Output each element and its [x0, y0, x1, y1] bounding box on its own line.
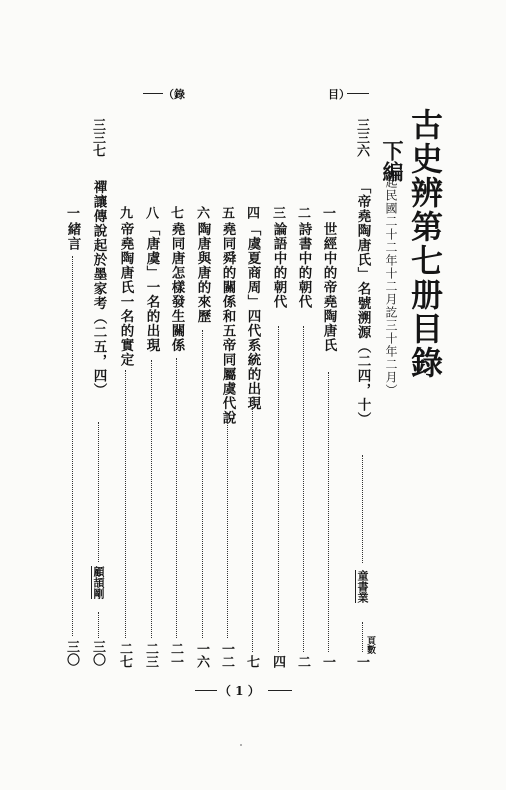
dot-leader [252, 400, 253, 652]
entry-page: 三〇 [64, 640, 79, 666]
paper-speck [240, 744, 242, 746]
entry-page: 一 [320, 655, 335, 668]
header-left-rule [143, 93, 163, 94]
part-date-range: （起民國二十二年十二月訖三十年二月） [384, 163, 398, 397]
entry-number: 九 [117, 206, 132, 219]
dot-leader [303, 326, 304, 652]
entry-title: 帝堯陶唐氏一名的實定 [117, 222, 134, 367]
header-left-char: （錄 [163, 88, 185, 101]
entry-number: 三三七 [90, 118, 105, 157]
entry-title: 緒言 [64, 222, 81, 251]
entry-title: 禪讓傳說起於墨家考（二五，四） [90, 180, 107, 398]
entry-page: 三〇 [90, 640, 105, 666]
page-column-label: 頁數 [365, 636, 375, 654]
entry-title: 堯同唐怎樣發生關係 [168, 222, 185, 353]
entry-page: 二 [295, 655, 310, 668]
footer-right-rule [268, 690, 292, 691]
entry-number: 八 [143, 206, 158, 219]
entry-title: 世經中的帝堯陶唐氏 [320, 222, 337, 353]
entry-title: 「唐虞」一名的出現 [143, 222, 160, 353]
entry-page: 二七 [117, 642, 132, 668]
toc-title: 古史辨第七册目錄 [406, 108, 444, 380]
entry-number: 一 [64, 206, 79, 219]
entry-page: 七 [244, 655, 259, 668]
entry-title: 「帝堯陶唐氏」名號溯源（二四，十） [354, 180, 371, 427]
entry-page: 一二 [219, 642, 234, 668]
entry-number: 三三六 [354, 118, 369, 157]
entry-number: 七 [168, 206, 183, 219]
dot-leader [72, 256, 73, 636]
entry-page: 四 [270, 655, 285, 668]
entry-number: 五 [219, 206, 234, 219]
entry-page: 一 [354, 655, 369, 668]
entry-page: 二一 [168, 642, 183, 668]
entry-title: 堯同舜的關係和五帝同屬虞代說 [219, 222, 236, 425]
entry-author: 顧頡剛 [92, 566, 105, 599]
header-right-rule [347, 93, 369, 94]
dot-leader [328, 372, 329, 652]
dot-leader [227, 425, 228, 638]
footer-page-number: （ 1 ） [219, 684, 260, 698]
entry-number: 一 [320, 206, 335, 219]
dot-leader [278, 326, 279, 652]
dot-leader [202, 330, 203, 638]
entry-number: 二 [295, 206, 310, 219]
entry-title: 論語中的朝代 [270, 222, 287, 309]
header-right-char: 目） [328, 88, 350, 101]
part-heading: 下編 [380, 140, 405, 182]
dot-leader [125, 370, 126, 638]
dot-leader [362, 622, 363, 652]
entry-title: 詩書中的朝代 [295, 222, 312, 309]
dot-leader [98, 612, 99, 638]
footer-left-rule [195, 690, 217, 691]
entry-number: 四 [244, 206, 259, 219]
entry-title: 「虞夏商周」四代系統的出現 [244, 222, 261, 411]
entry-title: 陶唐與唐的來歷 [194, 222, 211, 324]
entry-number: 三 [270, 206, 285, 219]
entry-page: 一六 [194, 642, 209, 668]
entry-number: 六 [194, 206, 209, 219]
dot-leader [98, 422, 99, 562]
entry-author: 童書業 [356, 570, 369, 603]
dot-leader [362, 455, 363, 563]
dot-leader [151, 360, 152, 638]
entry-page: 二三 [143, 642, 158, 668]
dot-leader [176, 358, 177, 638]
